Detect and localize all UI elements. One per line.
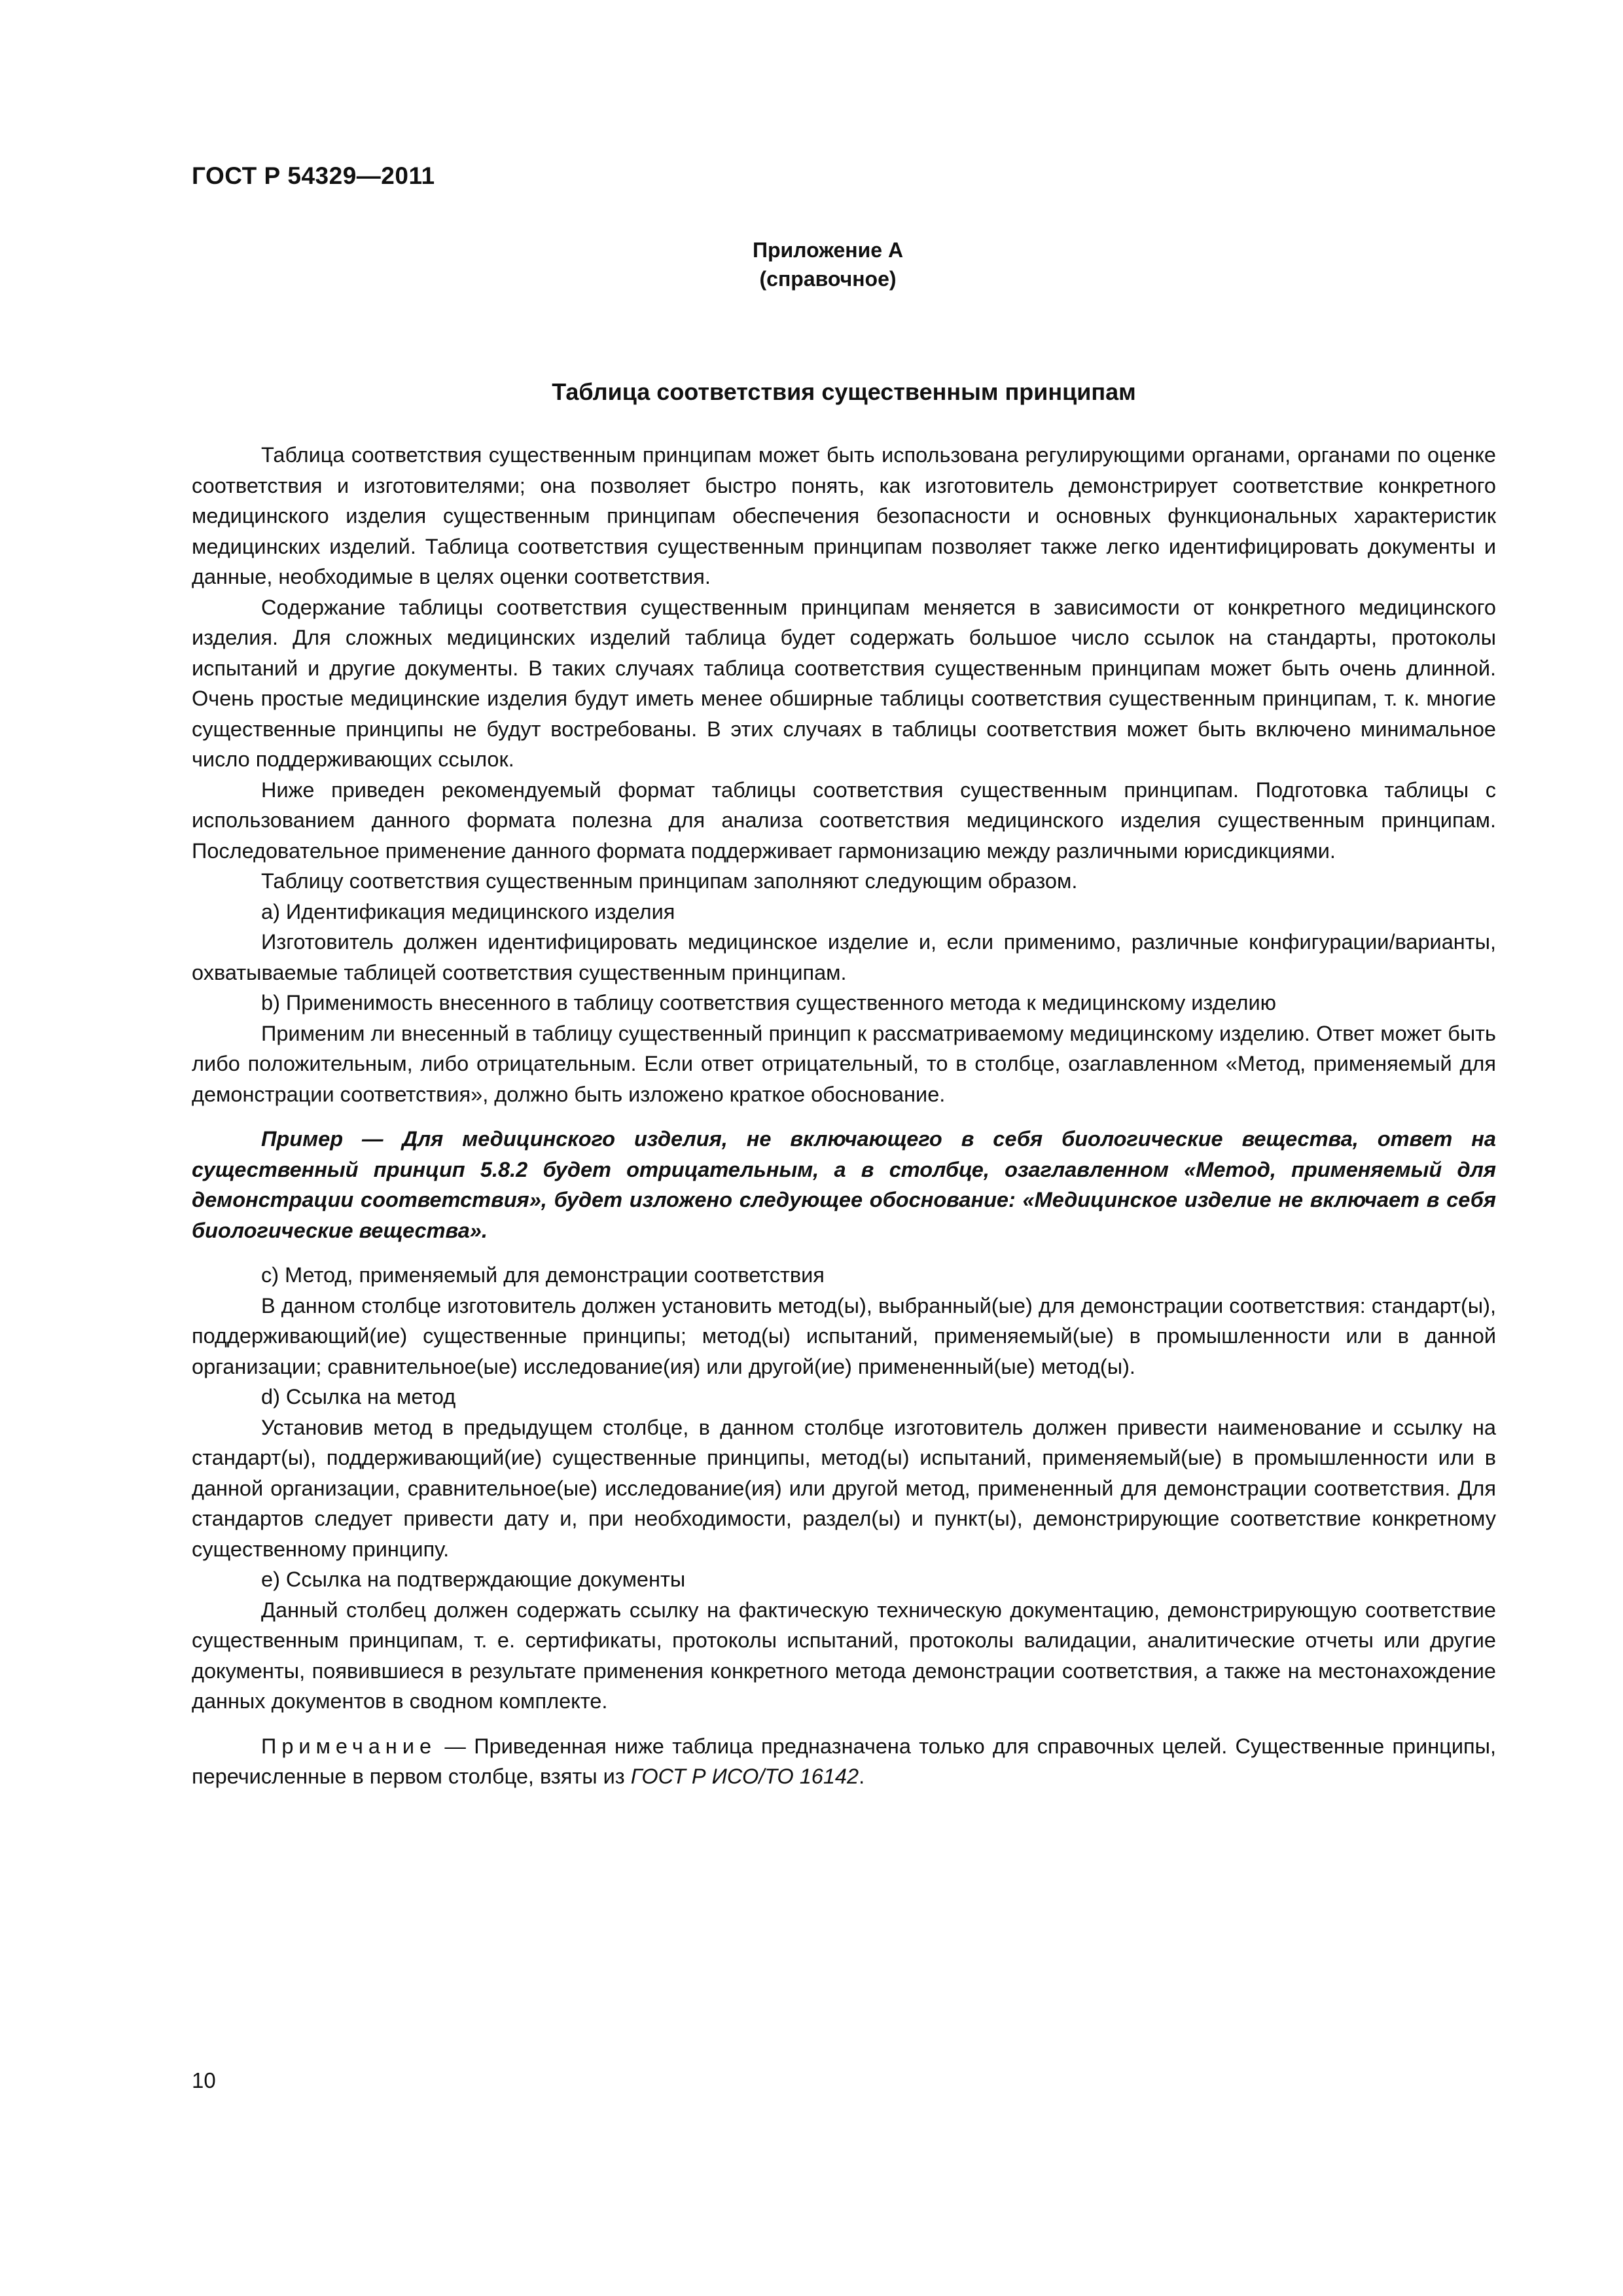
list-item-text-b: Применим ли внесенный в таблицу существенный принцип к рассматриваемому медицинскому изделию. Ответ может быть либо положительным, либо отрицательным. Если ответ отрицательный, то в столбце, озаглавленном «Метод, применяемый для демонстрации соответствия», должно быть изложено краткое обоснование. <box>192 1021 1496 1106</box>
appendix-label: Приложение А <box>752 238 904 262</box>
list-item-heading-c: c) Метод, применяемый для демонстрации соответствия <box>261 1263 825 1287</box>
list-item-text-e: Данный столбец должен содержать ссылку на фактическую техническую документацию, демонстрирующую соответствие существенным принципам, т. е. сертификаты, протоколы испытаний, протоколы валидации, аналитические отчеты или другие документы, появившиеся в результате применения конкретного метода демонстрации соответствия, а также на местонахождение данных документов в сводном комплекте. <box>192 1598 1496 1713</box>
appendix-heading <box>743 236 913 293</box>
note-label: Примечание <box>261 1734 437 1758</box>
list-item-heading-b: b) Применимость внесенного в таблицу соответствия существенного метода к медицинскому изделию <box>261 991 1277 1014</box>
list-item-text-a: Изготовитель должен идентифицировать медицинское изделие и, если применимо, различные конфигурации/варианты, охватываемые таблицей соответствия существенным принципам. <box>192 930 1496 984</box>
appendix-status: (справочное) <box>759 267 897 291</box>
section-title: Таблица соответствия существенным принципам <box>552 378 1136 405</box>
example-block: Пример — Для медицинского изделия, не включающего в себя биологические вещества, ответ на существенный принцип 5.8.2 будет отрицательным, а в столбце, озаглавленном «Метод, применяемый для демонстрации соответствия», будет изложено следующее обоснование: «Медицинское изделие не включает в себя биологические вещества». <box>192 1127 1496 1242</box>
paragraph: Таблица соответствия существенным принципам может быть использована регулирующими органами, органами по оценке соответствия и изготовителями; она позволяет быстро понять, как изготовитель демонстрирует соответствие конкретного медицинского изделия существенным принципам обеспечения безопасности и основных функциональных характеристик медицинских изделий. Таблица соответствия существенным принципам позволяет также легко идентифицировать документы и данные, необходимые в целях оценки соответствия. <box>192 443 1496 588</box>
list-item-heading-e: e) Ссылка на подтверждающие документы <box>261 1568 686 1591</box>
note-reference: ГОСТ Р ИСО/ТО 16142 <box>630 1765 859 1788</box>
paragraph: Таблицу соответствия существенным принципам заполняют следующим образом. <box>261 869 1078 893</box>
page-number: 10 <box>192 2068 216 2092</box>
list-item-text-d: Установив метод в предыдущем столбце, в данном столбце изготовитель должен привести наименование и ссылку на стандарт(ы), поддерживающий(ие) существенные принципы, метод(ы) испытаний, применяемый(ые) в промышленности или в данной организации, сравнительное(ые) исследование(ия) или другой метод, примененный для демонстрации соответствия. Для стандартов следует привести дату и, при необходимости, раздел(ы) и пункт(ы), демонстрирующие соответствие конкретному существенному принципу. <box>192 1415 1496 1561</box>
body-text <box>192 440 1496 1792</box>
list-item-text-c: В данном столбце изготовитель должен установить метод(ы), выбранный(ые) для демонстрации соответствия: стандарт(ы), поддерживающий(ие) существенные принципы; метод(ы) испытаний, применяемый(ые) в промышленности или в данной организации; сравнительное(ые) исследование(ия) или другой(ие) примененный(ые) метод(ы). <box>192 1293 1496 1378</box>
paragraph: Ниже приведен рекомендуемый формат таблицы соответствия существенным принципам. Подготовка таблицы с использованием данного формата полезна для анализа соответствия медицинского изделия существенным принципам. Последовательное применение данного формата поддерживает гармонизацию между различными юрисдикциями. <box>192 778 1496 863</box>
note-end: . <box>859 1765 865 1788</box>
document-header: ГОСТ Р 54329—2011 <box>192 162 435 189</box>
list-item-heading-d: d) Ссылка на метод <box>261 1385 456 1408</box>
list-item-heading-a: a) Идентификация медицинского изделия <box>261 899 675 924</box>
note-block <box>192 1731 1496 1792</box>
note-text: — Приведенная ниже таблица предназначена только для справочных целей. Существенные принципы, перечисленные в первом столбце, взяты из <box>192 1734 1496 1788</box>
paragraph: Содержание таблицы соответствия существенным принципам меняется в зависимости от конкретного медицинского изделия. Для сложных медицинских изделий таблица будет содержать большое число ссылок на стандарты, протоколы испытаний и другие документы. В таких случаях таблица соответствия существенным принципам может быть очень длинной. Очень простые медицинские изделия будут иметь менее обширные таблицы соответствия существенным принципам, т. к. многие существенные принципы не будут востребованы. В этих случаях в таблицы соответствия может быть включено минимальное число поддерживающих ссылок. <box>192 595 1496 771</box>
